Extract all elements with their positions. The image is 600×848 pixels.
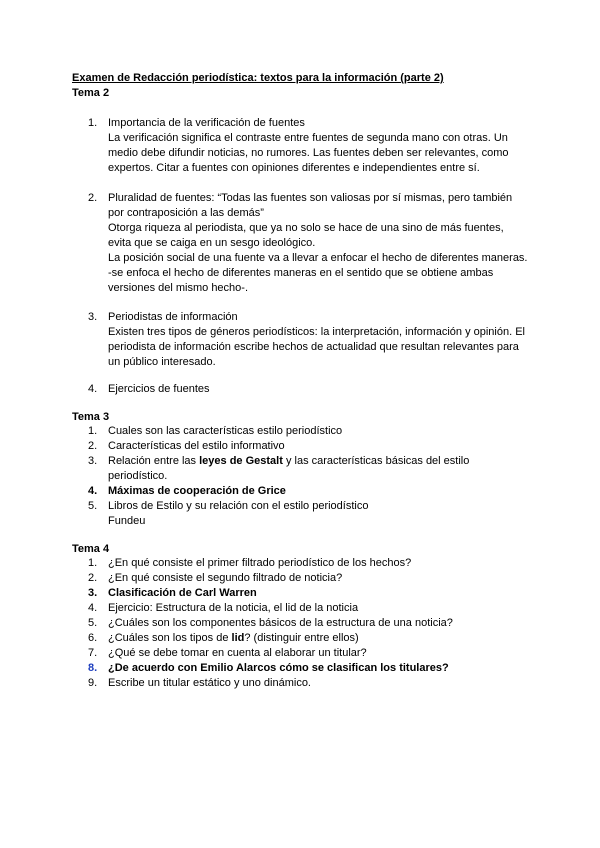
list-number: 3. [88,455,98,467]
list-item-label: Importancia de la verificación de fuentes [108,117,305,129]
list-item-paragraph: Fundeu [108,515,146,527]
bold-term-lid: lid [231,632,245,644]
document-title: Examen de Redacción periodística: textos para la información (parte 2) [72,72,444,84]
list-item-label: ¿En qué consiste el primer filtrado periodístico de los hechos? [108,557,412,569]
list-number: 1. [88,425,98,437]
list-number: 2. [88,192,98,204]
list-number: 3. [88,311,98,323]
list-number: 4. [88,485,98,497]
list-number: 6. [88,632,98,644]
list-number: 2. [88,440,98,452]
list-item-label: Ejercicios de fuentes [108,383,210,395]
list-number: 5. [88,500,98,512]
list-item-paragraph: Existen tres tipos de géneros periodísticos: la interpretación, información y opinión. El periodista de información escribe hechos de actualidad que resultan relevantes para un público interesado. [108,326,525,368]
list-number: 1. [88,557,98,569]
list-item-label: Pluralidad de fuentes: “Todas las fuentes son valiosas por sí mismas, pero también por contraposición a las demás” [108,192,513,219]
list-number: 5. [88,617,98,629]
text-run: y las características básicas del estilo periodístico. [108,455,470,482]
list-item-paragraph: La verificación significa el contraste entre fuentes de segunda mano con otras. Un medio debe difundir noticias, no rumores. Las fuentes deben ser relevantes, como expertos. Citar a fuentes con opiniones diferentes e independientes entre sí. [108,132,509,174]
list-number: 4. [88,383,98,395]
list-item-label [108,454,528,484]
text-run: Relación entre las [108,455,200,467]
list-item-label: Ejercicio: Estructura de la noticia, el lid de la noticia [108,602,359,614]
list-item-paragraph: Otorga riqueza al periodista, que ya no solo se hace de una sino de más fuentes, evita que se caiga en un sesgo ideológico. [108,222,504,249]
list-item-label: Máximas de cooperación de Grice [108,485,286,497]
list-item-label: Periodistas de información [108,311,238,323]
section-heading-tema-2: Tema 2 [72,87,110,99]
section-heading-tema-3: Tema 3 [72,411,110,423]
list-item-label: ¿En qué consiste el segundo filtrado de noticia? [108,572,343,584]
list-item-label [108,631,528,646]
list-item-paragraph: La posición social de una fuente va a llevar a enfocar el hecho de diferentes maneras. -se enfoca el hecho de diferentes maneras en el sentido que se obtiene ambas versiones del mismo hecho-. [108,252,528,294]
list-item-label: ¿Cuáles son los componentes básicos de la estructura de una noticia? [108,617,453,629]
list-item-label: ¿Qué se debe tomar en cuenta al elaborar un titular? [108,647,367,659]
section-heading-tema-4: Tema 4 [72,543,110,555]
list-number: 2. [88,572,98,584]
list-item-label: ¿De acuerdo con Emilio Alarcos cómo se clasifican los titulares? [108,662,449,674]
bold-term-gestalt: leyes de Gestalt [199,455,283,467]
list-number: 4. [88,602,98,614]
text-run: ? (distinguir entre ellos) [244,632,359,644]
list-number: 1. [88,117,98,129]
list-number: 9. [88,677,98,689]
list-item-label: Clasificación de Carl Warren [108,587,257,599]
list-number: 3. [88,587,98,599]
list-item-label: Escribe un titular estático y uno dinámico. [108,677,311,689]
list-item-label: Características del estilo informativo [108,440,285,452]
list-item-label: Libros de Estilo y su relación con el estilo periodístico [108,500,369,512]
list-item-label: Cuales son las características estilo periodístico [108,425,343,437]
text-run: ¿Cuáles son los tipos de [108,632,232,644]
list-number: 8. [88,662,98,674]
list-number: 7. [88,647,98,659]
